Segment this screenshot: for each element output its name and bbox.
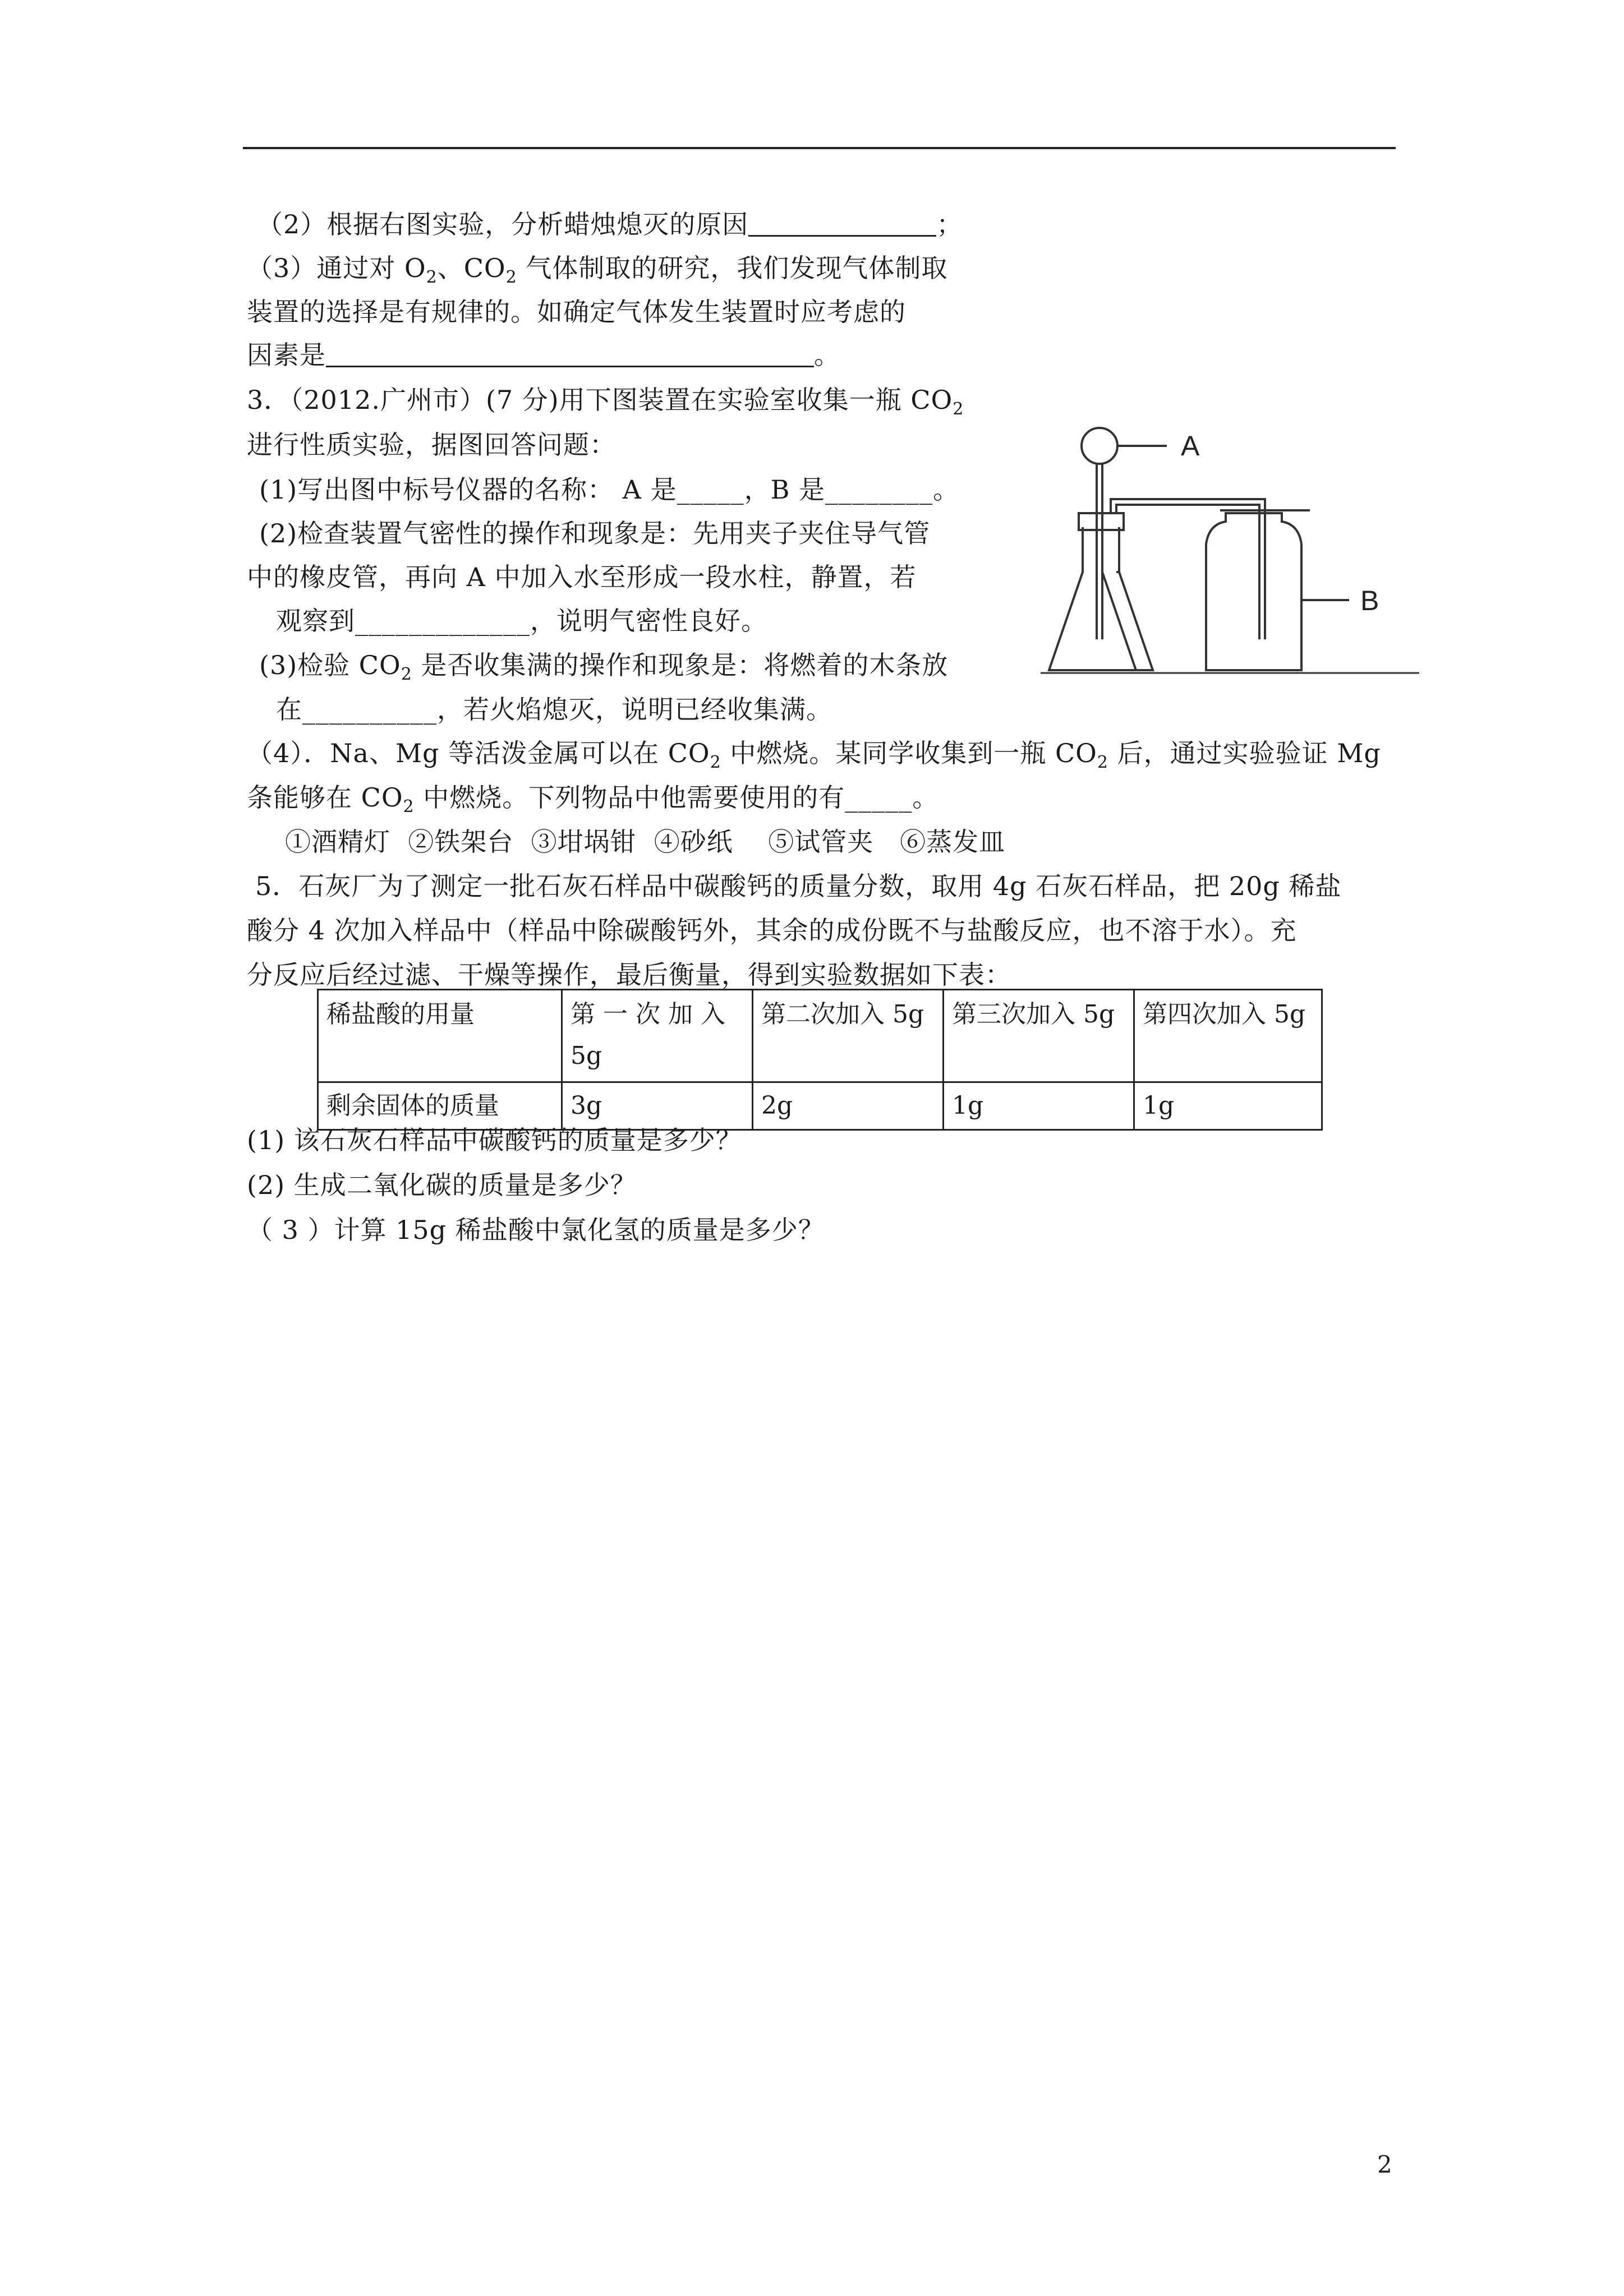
p5-line-2: 酸分 4 次加入样品中（样品中除碳酸钙外，其余的成份既不与盐酸反应，也不溶于水）。充 (247, 915, 1297, 946)
data-table (317, 989, 1323, 1131)
p5-line-3: 分反应后经过滤、干燥等操作，最后衡量，得到实验数据如下表： (247, 960, 1011, 990)
table-cell: 3g (562, 1082, 753, 1130)
table-cell: 第四次加入 5g (1134, 990, 1322, 1082)
label-b: B (1360, 585, 1379, 616)
question-2: (2) 生成二氧化碳的质量是多少？ (247, 1170, 637, 1200)
page-number: 2 (1377, 2151, 1392, 2178)
table-cell: 1g (944, 1082, 1134, 1130)
table-row (318, 1082, 1322, 1130)
q2-line: （2）根据右图实验，分析蜡烛熄灭的原因 ； (257, 209, 963, 239)
answer-blank (748, 213, 936, 237)
question-3: （ 3 ）计算 15g 稀盐酸中氯化氢的质量是多少？ (247, 1215, 825, 1245)
table-cell: 稀盐酸的用量 (318, 990, 562, 1082)
table-row (318, 990, 1322, 1082)
conical-flask (1049, 527, 1136, 670)
p3-q1: (1)写出图中标号仪器的名称： A 是_____，B 是________。 (259, 474, 960, 505)
collecting-bottle (1206, 544, 1301, 670)
table-cell: 第三次加入 5g (944, 990, 1134, 1082)
p3-q3-line-2: 在__________，若火焰熄灭，说明已经收集满。 (276, 694, 832, 725)
p5-line-1: 5．石灰厂为了测定一批石灰石样品中碳酸钙的质量分数，取用 4g 石灰石样品，把 20g 稀盐 (255, 871, 1342, 901)
q3-line-1: （3）通过对 $O_2$、$CO_2$ 气体制取的研究，我们发现气体制取 (247, 253, 948, 287)
apparatus-figure (1041, 415, 1419, 690)
p4-line-1: （4）．Na、Mg 等活泼金属可以在 $CO_2$ 中燃烧。某同学收集到一瓶 $CO_2$ 后，通过实验验证 Mg (247, 738, 1381, 772)
table-cell: 第二次加入 5g (753, 990, 944, 1082)
p3-q2-line-2: 中的橡皮管，再向 A 中加入水至形成一段水柱，静置，若 (247, 562, 917, 592)
answer-blank (326, 343, 814, 367)
p3-line-2: 进行性质实验，据图回答问题： (247, 430, 616, 460)
p4-line-2: 条能够在 $CO_2$ 中燃烧。下列物品中他需要使用的有_____。 (247, 782, 939, 817)
p3-q2-line-1: (2)检查装置气密性的操作和现象是：先用夹子夹住导气管 (259, 518, 931, 548)
p3-line-1: 3．（2012.广州市）(7 分)用下图装置在实验室收集一瓶 $CO_2$ (247, 385, 964, 419)
q3-line-2: 装置的选择是有规律的。如确定气体发生装置时应考虑的 (247, 297, 906, 327)
funnel-bulb (1082, 428, 1117, 464)
p3-q3-line-1: (3)检验 $CO_2$ 是否收集满的操作和现象是：将燃着的木条放 (259, 650, 949, 684)
table-cell: 1g (1134, 1082, 1322, 1130)
question-1: (1) 该石灰石样品中碳酸钙的质量是多少？ (247, 1125, 742, 1155)
q3-line-3: 因素是 。 (247, 340, 840, 370)
header-rule (243, 147, 1396, 149)
table-cell: 第 一 次 加 入 5g (562, 990, 753, 1082)
label-a: A (1181, 430, 1200, 462)
p4-options: ①酒精灯 ②铁架台 ③坩埚钳 ④砂纸 ⑤试管夹 ⑥蒸发皿 (285, 827, 1006, 857)
p3-q2-line-3: 观察到_____________，说明气密性良好。 (276, 606, 767, 636)
table-cell: 2g (753, 1082, 944, 1130)
table-cell: 剩余固体的质量 (318, 1082, 562, 1130)
